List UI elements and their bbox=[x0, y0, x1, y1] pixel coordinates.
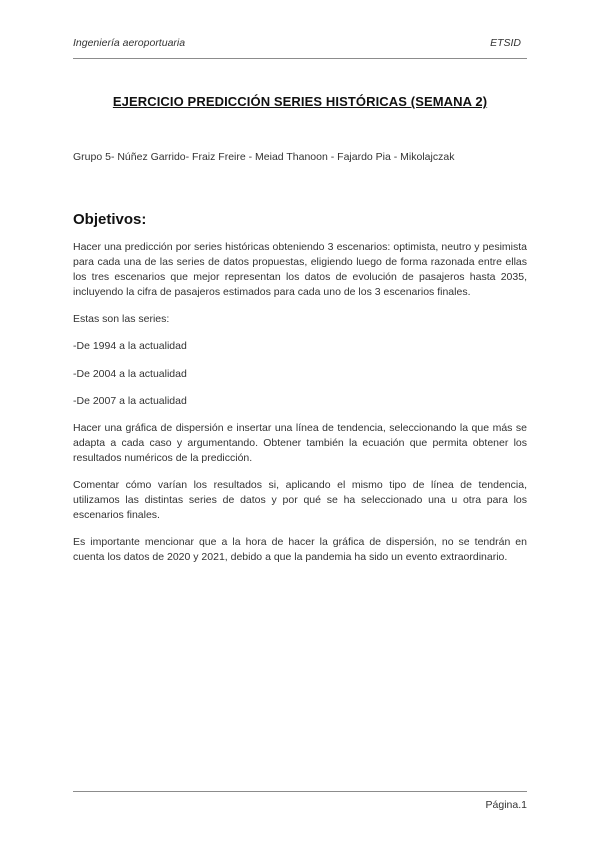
paragraph-series-heading: Estas son las series: bbox=[73, 313, 170, 326]
list-item-series-2007: -De 2007 a la actualidad bbox=[73, 394, 187, 407]
page-number: Página.1 bbox=[485, 799, 527, 811]
section-heading-objectives: Objetivos: bbox=[73, 211, 147, 228]
paragraph-intro: Hacer una predicción por series históricas obteniendo 3 escenarios: optimista, neutro y pesimista para cada una de las series de datos propuestas, eligiendo luego de forma razonada entre ellas los tres escenarios que mejor representan los datos de evolución de pasajeros hasta 2035, incluyendo la cifra de pasajeros estimados para cada uno de los 3 escenarios finales. bbox=[73, 241, 527, 299]
paragraph-scatter-chart: Hacer una gráfica de dispersión e insertar una línea de tendencia, seleccionando la que más se adapta a cada caso y argumentando. Obtener también la ecuación que permita obtener los resultados numéricos de la predicción. bbox=[73, 421, 527, 464]
header-divider bbox=[73, 58, 527, 59]
header-school: ETSID bbox=[490, 37, 521, 49]
group-members: Grupo 5- Núñez Garrido- Fraiz Freire - Meiad Thanoon - Fajardo Pia - Mikolajczak bbox=[73, 151, 455, 163]
paragraph-comment: Comentar cómo varían los resultados si, aplicando el mismo tipo de línea de tendencia, utilizamos las distintas series de datos y por qué se ha seleccionado una u otra para los escenarios finales. bbox=[73, 479, 527, 522]
paragraph-pandemic-note: Es importante mencionar que a la hora de hacer la gráfica de dispersión, no se tendrán en cuenta los datos de 2020 y 2021, debido a que la pandemia ha sido un evento extraordinario. bbox=[73, 536, 527, 564]
footer-divider bbox=[73, 791, 527, 792]
list-item-series-1994: -De 1994 a la actualidad bbox=[73, 340, 187, 353]
header-course: Ingeniería aeroportuaria bbox=[73, 37, 186, 49]
body-text bbox=[73, 240, 527, 578]
document-title: EJERCICIO PREDICCIÓN SERIES HISTÓRICAS (SEMANA 2) bbox=[112, 94, 488, 109]
list-item-series-2004: -De 2004 a la actualidad bbox=[73, 367, 187, 380]
